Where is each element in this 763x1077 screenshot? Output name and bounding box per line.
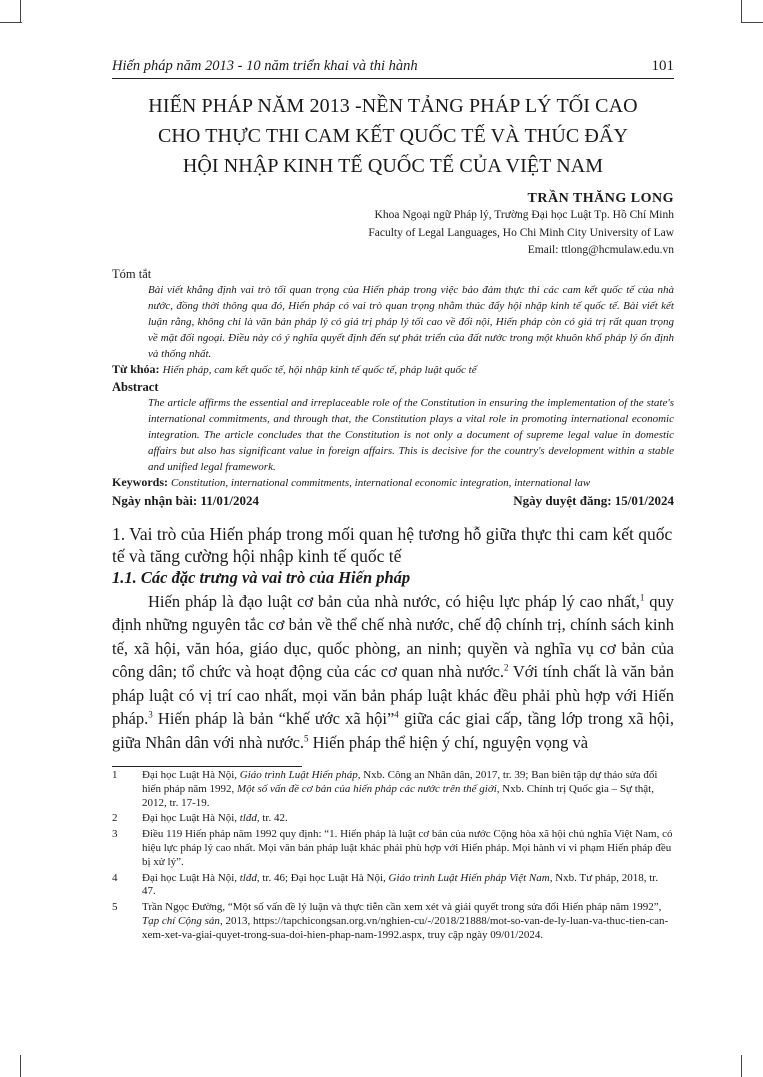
article-title [112,91,674,181]
body-text [112,590,674,755]
author-name: TRẦN THĂNG LONG [527,191,674,206]
keywords-en-label: Keywords: [112,474,168,489]
footnote-number: 1 [112,769,118,781]
body-sentence-1: Hiến pháp là đạo luật cơ bản của nhà nước, có hiệu lực pháp lý cao nhất, [148,591,640,611]
crop-mark-top-left [20,0,21,22]
date-approved: Ngày duyệt đăng: 15/01/2024 [513,492,674,508]
article-dates [112,493,674,509]
footnote-text: Đại học Luật Hà Nội, tlđd, tr. 46; Đại học Luật Hà Nội, Giáo trình Luật Hiến pháp Việt Nam, Nxb. Tư pháp, 2018, tr. 47. [142,871,659,898]
page-number: 101 [651,58,674,74]
author-email: Email: ttlong@hcmulaw.edu.vn [527,244,674,256]
footnote-number: 4 [112,871,118,884]
body-paragraph [112,590,674,755]
footnote [112,872,674,900]
section-1-1-heading: 1.1. Các đặc trưng và vai trò của Hiến pháp [112,567,411,587]
body-sentence-4: Hiến pháp là bản “khế ước xã hội” [152,709,395,728]
body-sentence-3: Với tính chất là văn bản pháp luật có vị trí cao nhất, mọi văn bản pháp luật khác đều phải phù hợp với Hiến pháp. [112,662,674,728]
keywords-vi-text: Hiến pháp, cam kết quốc tế, hội nhập kinh tế quốc tế, pháp luật quốc tế [162,363,477,376]
title-line-1: HIẾN PHÁP NĂM 2013 -NỀN TẢNG PHÁP LÝ TỐI CAO [148,95,638,117]
footnote [112,828,674,869]
keywords-vi [112,362,674,378]
footnote [112,901,674,942]
date-received: Ngày nhận bài: 11/01/2024 [112,492,260,508]
footnote-ref-5: 5 [304,733,309,743]
abstract-en-text: The article affirms the essential and irreplaceable role of the Constitution in ensuring the implementation of the state's international commitments, and through that, the Constitution plays a vital role in promoting international economic integration. The article concludes that the Constitution is not only a document of supreme legal value in domestic affairs but also has significant value in foreign affairs. This is decisive for the country's development within a stable and unified legal framework. [148,396,674,473]
footnote [112,769,674,810]
keywords-en-text: Constitution, international commitments, international economic integration, international law [171,476,591,489]
footnote-text: Trần Ngọc Đường, “Một số vấn đề lý luận và thực tiễn cần xem xét và giải quyết trong sửa đổi Hiến pháp năm 1992”, Tạp chí Cộng sản, 2013, https://tapchicongsan.org.vn/nghien-cu/-/2018/21888/mot-so-van-de-ly-luan-va-thuc-tien-can-xem-xet-va-giai-quyet-trong-sua-doi-hien-phap-nam-1992.aspx, truy cập ngày 09/01/2024. [142,901,669,941]
footnote-ref-3: 3 [148,709,153,720]
author-affiliation [112,207,674,260]
footnote-ref-4: 4 [394,709,399,720]
footnote-text: Đại học Luật Hà Nội, Giáo trình Luật Hiến pháp, Nxb. Công an Nhân dân, 2017, tr. 39; Ban biên tập dự thảo sửa đổi hiến pháp năm 1992, Một số vấn đề cơ bản của hiến pháp các nước trên thế giới, Nxb. Chính trị Quốc gia – Sự thật, 2012, tr. 17-19. [142,769,658,809]
footnote [112,812,674,826]
crop-mark-top-right [741,0,742,22]
title-line-2: CHO THỰC THI CAM KẾT QUỐC TẾ VÀ THÚC ĐẨY [157,125,629,147]
footnote-number: 3 [112,828,118,841]
abstract-en-label: Abstract [112,379,159,394]
footnote-separator [112,766,302,767]
affiliation-vi: Khoa Ngoại ngữ Pháp lý, Trường Đại học Luật Tp. Hồ Chí Minh [374,209,674,221]
body-sentence-5: giữa các giai cấp, tầng lớp trong xã hội, giữa Nhân dân với nhà nước. [112,709,674,752]
footnote-number: 2 [112,812,118,825]
abstract-vi-label: Tóm tắt [112,266,152,281]
keywords-en [112,475,674,491]
body-sentence-2: quy định những nguyên tắc cơ bản về thể chế nhà nước, chế độ chính trị, chính sách kinh tế, xã hội, văn hóa, giáo dục, quốc phòng, an ninh; quyền và nghĩa vụ cơ bản của công dân; tổ chức và hoạt động của các cơ quan nhà nước. [112,591,675,681]
crop-mark-right-top [741,22,763,23]
title-line-3: HỘI NHẬP KINH TẾ QUỐC TẾ CỦA VIỆT NAM [182,155,604,177]
crop-mark-bottom-right [741,1055,742,1077]
keywords-vi-label: Từ khóa: [112,361,160,376]
crop-mark-left-top [0,22,22,23]
abstract-vi-text: Bài viết khẳng định vai trò tối quan trọng của Hiến pháp trong việc bảo đảm thực thi các cam kết quốc tế của nhà nước, đồng thời thông qua đó, Hiến pháp có vai trò quan trọng nhằm thúc đẩy hội nhập kinh tế quốc tế. Bài viết kết luận rằng, không chỉ là văn bản pháp lý có giá trị pháp lý tối cao về đối nội, Hiến pháp còn có giá trị rất quan trọng về mặt đối ngoại. Điều này có ý nghĩa quyết định đến sự phát triển của đất nước trong một khuôn khổ pháp lý ổn định và thống nhất. [148,283,674,360]
running-title: Hiến pháp năm 2013 - 10 năm triển khai và thi hành [112,58,418,74]
section-1-heading: 1. Vai trò của Hiến pháp trong mối quan hệ tương hỗ giữa thực thi cam kết quốc tế và tăng cường hội nhập kinh tế quốc tế [112,523,673,566]
page-content [112,58,674,943]
footnote-ref-2: 2 [504,662,509,673]
crop-mark-bottom-left [20,1055,21,1077]
affiliation-en: Faculty of Legal Languages, Ho Chi Minh City University of Law [368,226,674,239]
footnote-text: Đại học Luật Hà Nội, tlđd, tr. 42. [142,812,288,825]
running-header [112,58,674,79]
footnote-number: 5 [112,901,118,914]
footnote-text: Điều 119 Hiến pháp năm 1992 quy định: “1. Hiến pháp là luật cơ bản của nước Cộng hòa xã hội chủ nghĩa Việt Nam, có hiệu lực pháp lý cao nhất. Mọi văn bản pháp luật khác phải phù hợp với Hiến pháp. Mọi hành vi vi phạm Hiến pháp đều bị xử lý”. [142,828,673,868]
body-sentence-6: Hiến pháp thể hiện ý chí, nguyện vọng và [308,732,589,752]
footnote-ref-1: 1 [639,592,645,602]
footnotes [112,769,674,943]
